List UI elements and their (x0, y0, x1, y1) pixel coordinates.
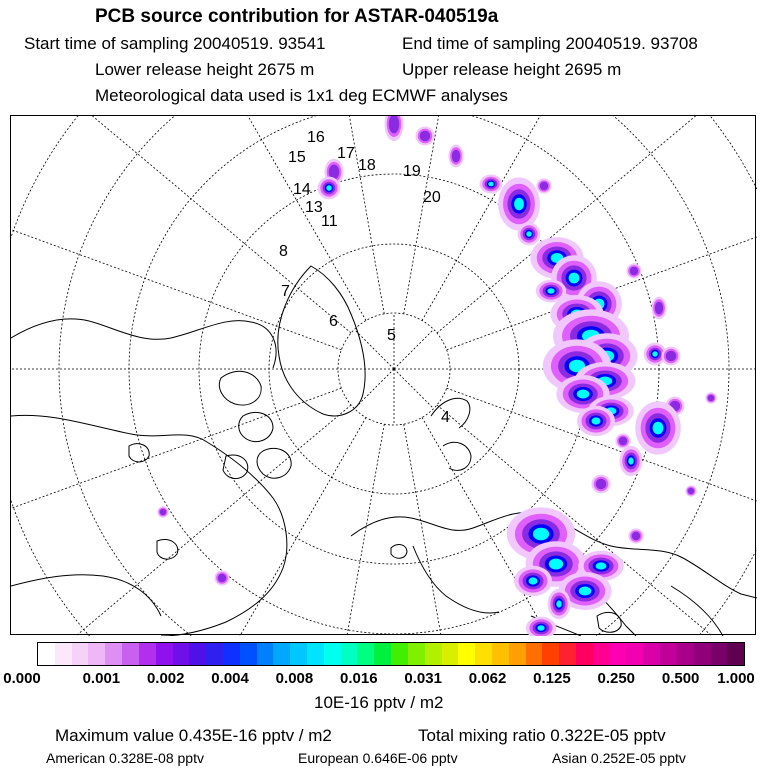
graticule (11, 116, 757, 636)
coast-scandinavia (431, 398, 471, 470)
color-scale-tick-label: 0.008 (275, 670, 314, 687)
color-scale-cell (626, 643, 643, 665)
color-scale-cell (509, 643, 526, 665)
plume-blob (160, 509, 166, 515)
plume-blob (540, 182, 548, 190)
meridian-line (11, 388, 341, 636)
plume-blob (688, 488, 694, 494)
trajectory-label: 17 (337, 145, 355, 162)
color-scale-cell (324, 643, 341, 665)
plume-blob (666, 351, 677, 362)
color-scale-tick-label: 0.125 (533, 670, 571, 687)
color-scale-cell (425, 643, 442, 665)
color-scale-cell (526, 643, 543, 665)
color-scale-cell (173, 643, 190, 665)
color-scale-tick-label: 1.000 (717, 670, 755, 687)
color-scale-ticks (0, 670, 768, 692)
start-time: Start time of sampling 20040519. 93541 (24, 34, 326, 53)
color-scale-tick-label: 0.250 (597, 670, 636, 687)
meridian-line (11, 417, 366, 636)
color-scale-bar (37, 642, 745, 666)
plume-blob (569, 273, 580, 284)
plume-blob (632, 532, 640, 540)
plume-blob (556, 600, 561, 607)
color-scale-cell (492, 643, 509, 665)
polar-map (10, 115, 756, 635)
maximum-value: Maximum value 0.435E-16 pptv / m2 (55, 726, 332, 745)
plume-blob (488, 182, 493, 187)
plume-blob (577, 390, 590, 399)
european-contribution: European 0.646E-06 pptv (298, 750, 458, 766)
plume-blob (547, 288, 554, 293)
meridian-line (238, 424, 385, 636)
american-contribution: American 0.328E-08 pptv (46, 750, 204, 766)
map-title: PCB source contribution for ASTAR-040519a (95, 6, 499, 27)
color-scale-cell (105, 643, 122, 665)
color-scale-cell (257, 643, 274, 665)
plume-blob (653, 422, 664, 435)
color-scale-cell (206, 643, 223, 665)
color-scale-tick-label: 0.000 (3, 670, 41, 687)
pole-meridian-line (354, 369, 394, 409)
pole-meridian-line (394, 369, 434, 409)
trajectory-label: 7 (281, 283, 290, 300)
upper-release-height: Upper release height 2695 m (402, 60, 622, 79)
plume-blob (596, 479, 607, 490)
trajectory-label: 6 (329, 313, 338, 330)
lower-release-height: Lower release height 2675 m (95, 60, 315, 79)
latitude-circle (11, 116, 757, 636)
plume-blob (326, 185, 331, 190)
plume-blob (708, 395, 714, 401)
polar-map-svg (11, 116, 757, 636)
plume-blob (533, 528, 549, 541)
color-scale-unit: 10E-16 pptv / m2 (314, 693, 444, 712)
color-scale-cell (122, 643, 139, 665)
color-scale-cell (660, 643, 677, 665)
color-scale-tick-label: 0.062 (468, 670, 507, 687)
plume-blob (549, 559, 563, 570)
color-scale-cell (643, 643, 660, 665)
asian-contribution: Asian 0.252E-05 pptv (552, 750, 686, 766)
plume-blob (619, 437, 627, 445)
color-scale-cell (374, 643, 391, 665)
color-scale-tick-label: 0.031 (404, 670, 442, 687)
met-data-info: Meteorological data used is 1x1 deg ECMWF analyses (95, 86, 508, 105)
color-scale-cell (391, 643, 408, 665)
color-scale-cell (307, 643, 324, 665)
plume-blob (529, 577, 538, 584)
color-scale-cell (88, 643, 105, 665)
color-scale-tick-label: 0.001 (82, 670, 121, 687)
color-scale-cell (542, 643, 559, 665)
color-scale-cell (341, 643, 358, 665)
trajectory-label: 15 (288, 149, 306, 166)
trajectory-label: 14 (293, 181, 311, 198)
color-scale-cell (576, 643, 593, 665)
plume-blob (630, 267, 638, 275)
coast-greenland (278, 266, 365, 416)
meridian-line (11, 116, 366, 321)
trajectory-label: 18 (358, 157, 376, 174)
color-scale-cell (290, 643, 307, 665)
trajectory-label: 5 (387, 327, 396, 344)
trajectory-label: 8 (279, 243, 288, 260)
coastlines (11, 266, 757, 636)
end-time: End time of sampling 20040519. 93708 (402, 34, 698, 53)
color-scale-cell (593, 643, 610, 665)
plume-blob (452, 150, 460, 163)
color-scale-cell (677, 643, 694, 665)
plume-blob (420, 131, 431, 142)
total-mixing-ratio: Total mixing ratio 0.322E-05 pptv (418, 726, 666, 745)
plume-blob (514, 198, 524, 211)
color-scale-cell (727, 643, 744, 665)
color-scale-cell (273, 643, 290, 665)
color-scale-tick-label: 0.500 (661, 670, 700, 687)
color-scale-cell (711, 643, 728, 665)
coast-arctic-islands (219, 371, 291, 478)
color-scale-cell (72, 643, 89, 665)
color-scale-cell (189, 643, 206, 665)
color-scale-cell (475, 643, 492, 665)
plume-blob (526, 231, 531, 236)
pole-meridian-line (394, 329, 434, 369)
trajectory-label: 4 (441, 409, 450, 426)
plume-blob (652, 351, 657, 356)
color-scale-cell (458, 643, 475, 665)
color-scale-cell (694, 643, 711, 665)
color-scale-cell (559, 643, 576, 665)
plume-blob (537, 625, 544, 630)
plume-blob (655, 302, 663, 315)
plume-blob (579, 587, 592, 596)
color-scale-tick-label: 0.016 (340, 670, 378, 687)
color-scale-cell (38, 643, 55, 665)
color-scale-cell (442, 643, 459, 665)
plume-blob (628, 457, 633, 464)
trajectory-label: 20 (423, 189, 441, 206)
plume-blob (596, 562, 607, 569)
color-scale-cell (357, 643, 374, 665)
color-scale-tick-label: 0.004 (211, 670, 249, 687)
color-scale-cell (240, 643, 257, 665)
color-scale-cell (156, 643, 173, 665)
color-scale-tick-label: 0.002 (146, 670, 185, 687)
color-scale-cell (223, 643, 240, 665)
color-scale-cell (408, 643, 425, 665)
color-scale-cell (55, 643, 72, 665)
plume-blob (218, 574, 226, 582)
trajectory-label: 11 (321, 213, 338, 230)
color-scale-cell (610, 643, 627, 665)
plume-blob (592, 417, 601, 424)
color-scale-cell (139, 643, 156, 665)
trajectory-label: 19 (403, 163, 421, 180)
trajectory-label: 13 (305, 199, 323, 216)
trajectory-label: 16 (307, 129, 325, 146)
